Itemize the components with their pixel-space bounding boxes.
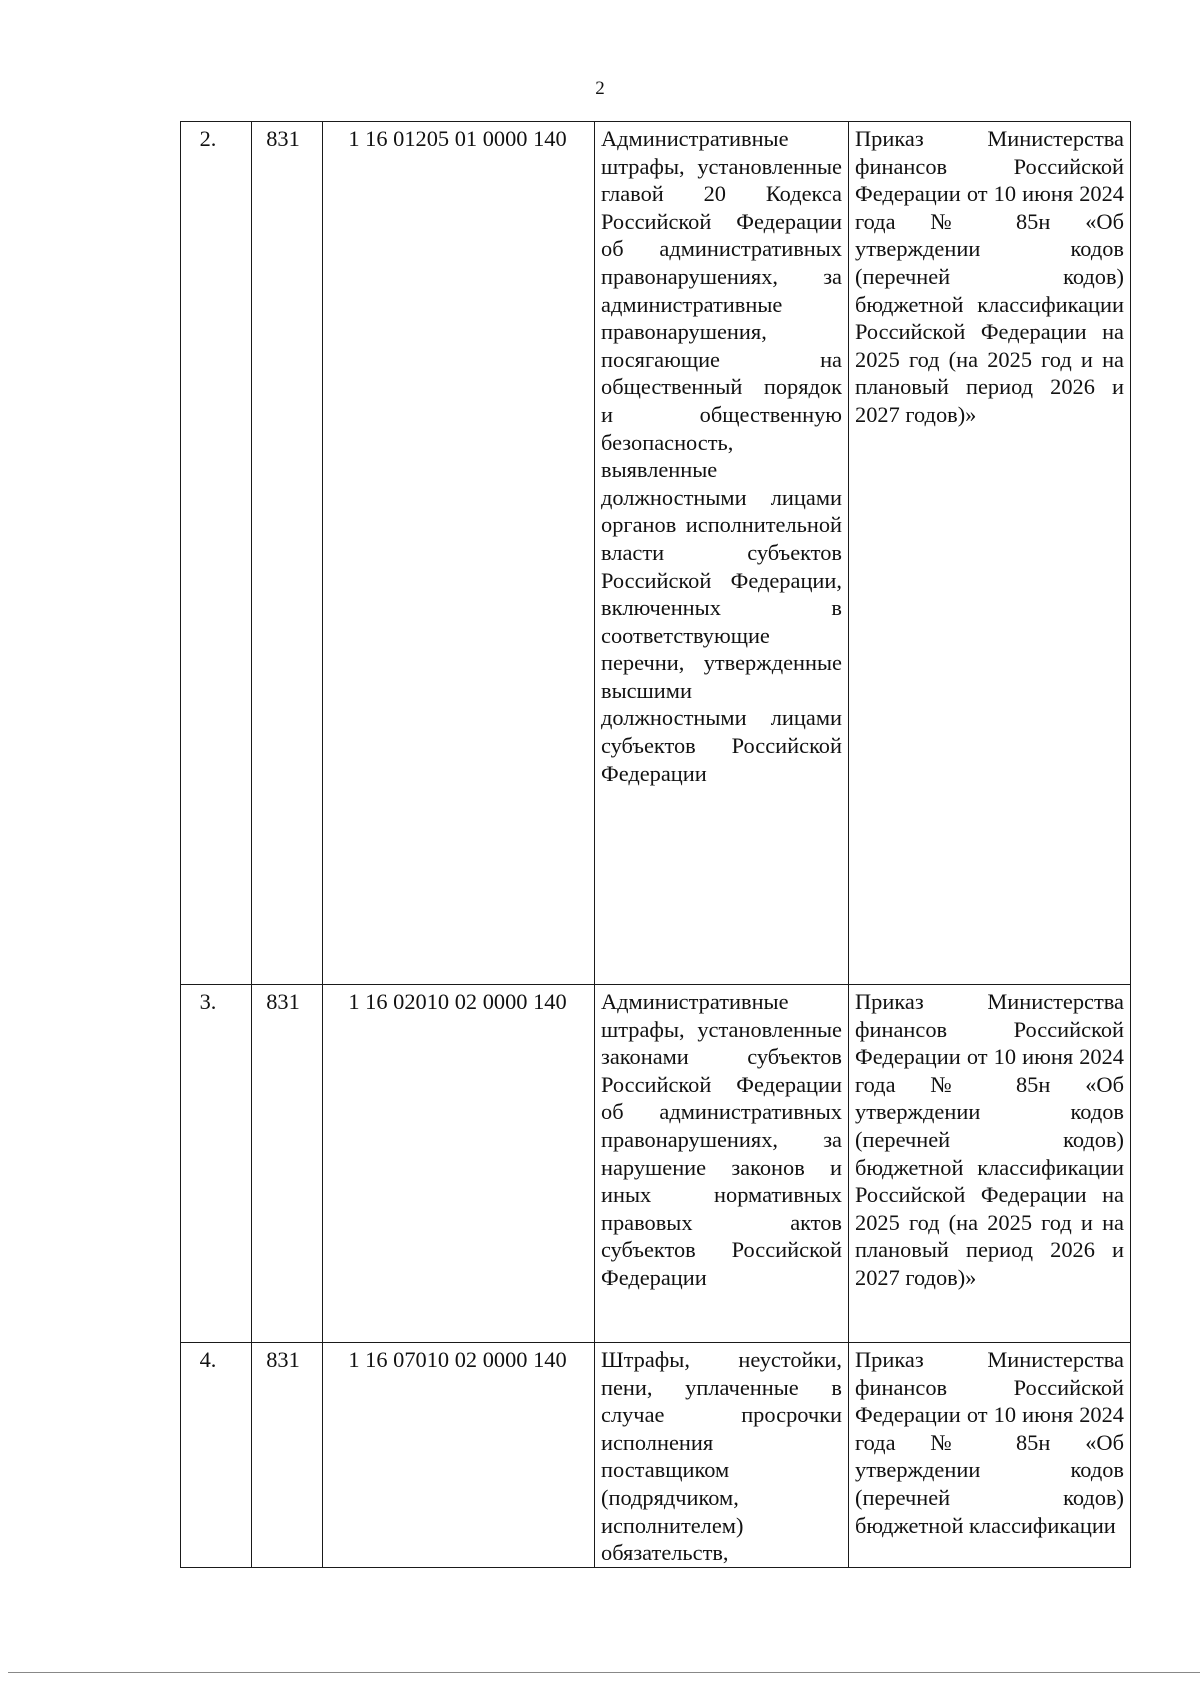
row-number-cell: 3.: [181, 985, 252, 1343]
budget-codes-table: [180, 121, 1131, 1568]
row-number-cell: 2.: [181, 122, 252, 985]
table-row: [181, 122, 1131, 985]
budget-classification-code-cell: 1 16 01205 01 0000 140: [323, 122, 595, 985]
legal-basis-cell: Приказ Министерства финансов Российской Федерации от 10 июня 2024 года № 85н «Об утверждении кодов (перечней кодов) бюджетной классификации Российской Федерации на 2025 год (на 2025 год и на плановый период 2026 и 2027 годов)»: [849, 122, 1131, 985]
page-bottom-rule: [8, 1672, 1200, 1673]
budget-classification-code-cell: 1 16 07010 02 0000 140: [323, 1343, 595, 1568]
table-row: [181, 1343, 1131, 1568]
administrator-code-cell: 831: [252, 1343, 323, 1568]
legal-basis-cell: Приказ Министерства финансов Российской Федерации от 10 июня 2024 года № 85н «Об утверждении кодов (перечней кодов) бюджетной классификации: [849, 1343, 1131, 1568]
administrator-code-cell: 831: [252, 985, 323, 1343]
revenue-description-cell: Административные штрафы, установленные законами субъектов Российской Федерации об административных правонарушениях, за нарушение законов и иных нормативных правовых актов субъектов Российской Федерации: [595, 985, 849, 1343]
budget-classification-code-cell: 1 16 02010 02 0000 140: [323, 985, 595, 1343]
table-row: [181, 985, 1131, 1343]
page-number: 2: [595, 78, 605, 99]
revenue-description-cell: Штрафы, неустойки, пени, уплаченные в случае просрочки исполнения поставщиком (подрядчиком, исполнителем) обязательств,: [595, 1343, 849, 1568]
administrator-code-cell: 831: [252, 122, 323, 985]
row-number-cell: 4.: [181, 1343, 252, 1568]
legal-basis-cell: Приказ Министерства финансов Российской Федерации от 10 июня 2024 года № 85н «Об утверждении кодов (перечней кодов) бюджетной классификации Российской Федерации на 2025 год (на 2025 год и на плановый период 2026 и 2027 годов)»: [849, 985, 1131, 1343]
revenue-description-cell: Административные штрафы, установленные главой 20 Кодекса Российской Федерации об административных правонарушениях, за административные правонарушения, посягающие на общественный порядок и общественную безопасность, выявленные должностными лицами органов исполнительной власти субъектов Российской Федерации, включенных в соответствующие перечни, утвержденные высшими должностными лицами субъектов Российской Федерации: [595, 122, 849, 985]
